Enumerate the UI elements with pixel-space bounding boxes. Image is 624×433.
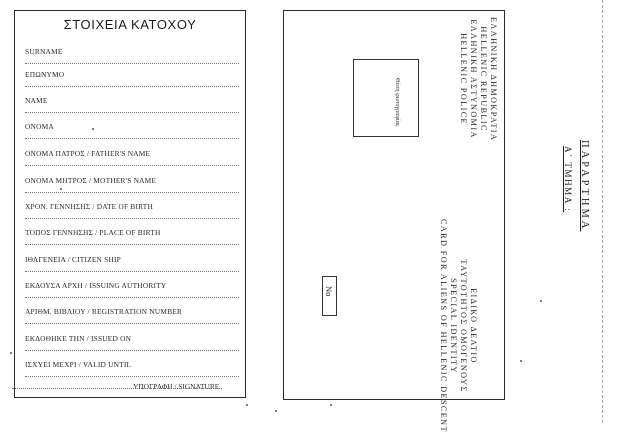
fill-line	[25, 323, 239, 324]
photo-label: Θέση φωτογραφίας	[394, 78, 401, 127]
scan-speck	[275, 410, 277, 412]
fill-line	[25, 86, 239, 87]
field-issued-on: ΕΚΔΟΘΗΚΕ ΤΗΝ / ISSUED ON	[25, 331, 239, 345]
card-number-box	[322, 276, 337, 316]
field-name-gr: ΟΝΟΜΑ	[25, 119, 239, 133]
scan-speck	[520, 360, 522, 362]
fill-line	[25, 138, 239, 139]
field-valid-until: ΙΣΧΥΕΙ ΜΕΧΡΙ / VALID UNTIL	[25, 357, 239, 371]
scan-edge-line	[602, 0, 603, 423]
fill-line	[25, 165, 239, 166]
annex-heading	[563, 140, 590, 231]
scan-speck	[330, 404, 332, 406]
field-registration-number: ΑΡΙΘΜ. ΒΙΒΛΙΟΥ / REGISTRATION NUMBER	[25, 304, 239, 318]
card-title-line: ΤΑΥΤΟΤΗΤΟΣ ΟΜΟΓΕΝΟΥΣ	[459, 259, 468, 393]
card-title-line: CARD FOR ALIENS OF HELLENIC DESCENT	[439, 219, 448, 433]
fill-line	[25, 350, 239, 351]
fill-line	[25, 376, 239, 377]
scan-speck	[92, 128, 94, 130]
fill-line	[25, 218, 239, 219]
fill-line	[25, 112, 239, 113]
card-title-line: ΕΙΔΙΚΟ ΔΕΛΤΙΟ	[469, 288, 478, 364]
card-title-line: SPECIAL IDENTITY	[449, 278, 458, 374]
card-title-block	[438, 219, 478, 433]
field-surname-gr: ΕΠΩΝΥΜΟ	[25, 67, 239, 81]
holder-details-card	[14, 10, 246, 398]
signature-label: ΥΠΟΓΡΑΦΗ / SIGNATURE	[133, 382, 220, 391]
issuer-line: ΕΛΛΗΝΙΚΗ ΑΣΤΥΝΟΜΙΑ	[469, 19, 478, 139]
annex-title: ΠΑΡΑΡΤΗΜΑ	[579, 140, 590, 232]
identity-card-front	[283, 10, 505, 433]
fill-line	[25, 244, 239, 245]
signature-line	[12, 388, 222, 389]
field-surname: SURNAME	[25, 44, 239, 58]
fill-line	[25, 271, 239, 272]
fill-line	[25, 63, 239, 64]
field-place-of-birth: ΤΟΠΟΣ ΓΕΝΝΗΣΗΣ / PLACE OF BIRTH	[25, 225, 239, 239]
fill-line	[25, 192, 239, 193]
issuer-line: HELLENIC REPUBLIC	[479, 26, 488, 132]
field-fathers-name: ΟΝΟΜΑ ΠΑΤΡΟΣ / FATHER'S NAME	[25, 146, 239, 160]
scan-speck	[60, 188, 62, 190]
card-number-label: No	[324, 286, 334, 297]
issuer-line: HELLENIC POLICE	[459, 33, 468, 125]
scan-speck	[10, 352, 12, 354]
fill-line	[25, 297, 239, 298]
photo-placeholder	[353, 59, 419, 137]
card-back-title: ΣΤΟΙΧΕΙΑ ΚΑΤΟΧΟΥ	[63, 17, 197, 32]
field-mothers-name: ΟΝΟΜΑ ΜΗΤΡΟΣ / MOTHER'S NAME	[25, 173, 239, 187]
field-name: NAME	[25, 93, 239, 107]
annex-section: Α΄ ΤΜΗΜΑ :	[563, 146, 573, 213]
field-date-of-birth: ΧΡΟΝ. ΓΕΝΝΗΣΗΣ / DATE OF BIRTH	[25, 199, 239, 213]
field-citizenship: ΙΘΑΓΕΝΕΙΑ / CITIZEN SHIP	[25, 252, 239, 266]
scan-speck	[540, 300, 542, 302]
issuer-block	[458, 17, 498, 141]
issuer-line: ΕΛΛΗΝΙΚΗ ΔΗΜΟΚΡΑΤΙΑ	[489, 17, 498, 142]
scan-speck	[246, 404, 248, 406]
field-issuing-authority: ΕΚΔΟΥΣΑ ΑΡΧΗ / ISSUING AUTHORITY	[25, 278, 239, 292]
